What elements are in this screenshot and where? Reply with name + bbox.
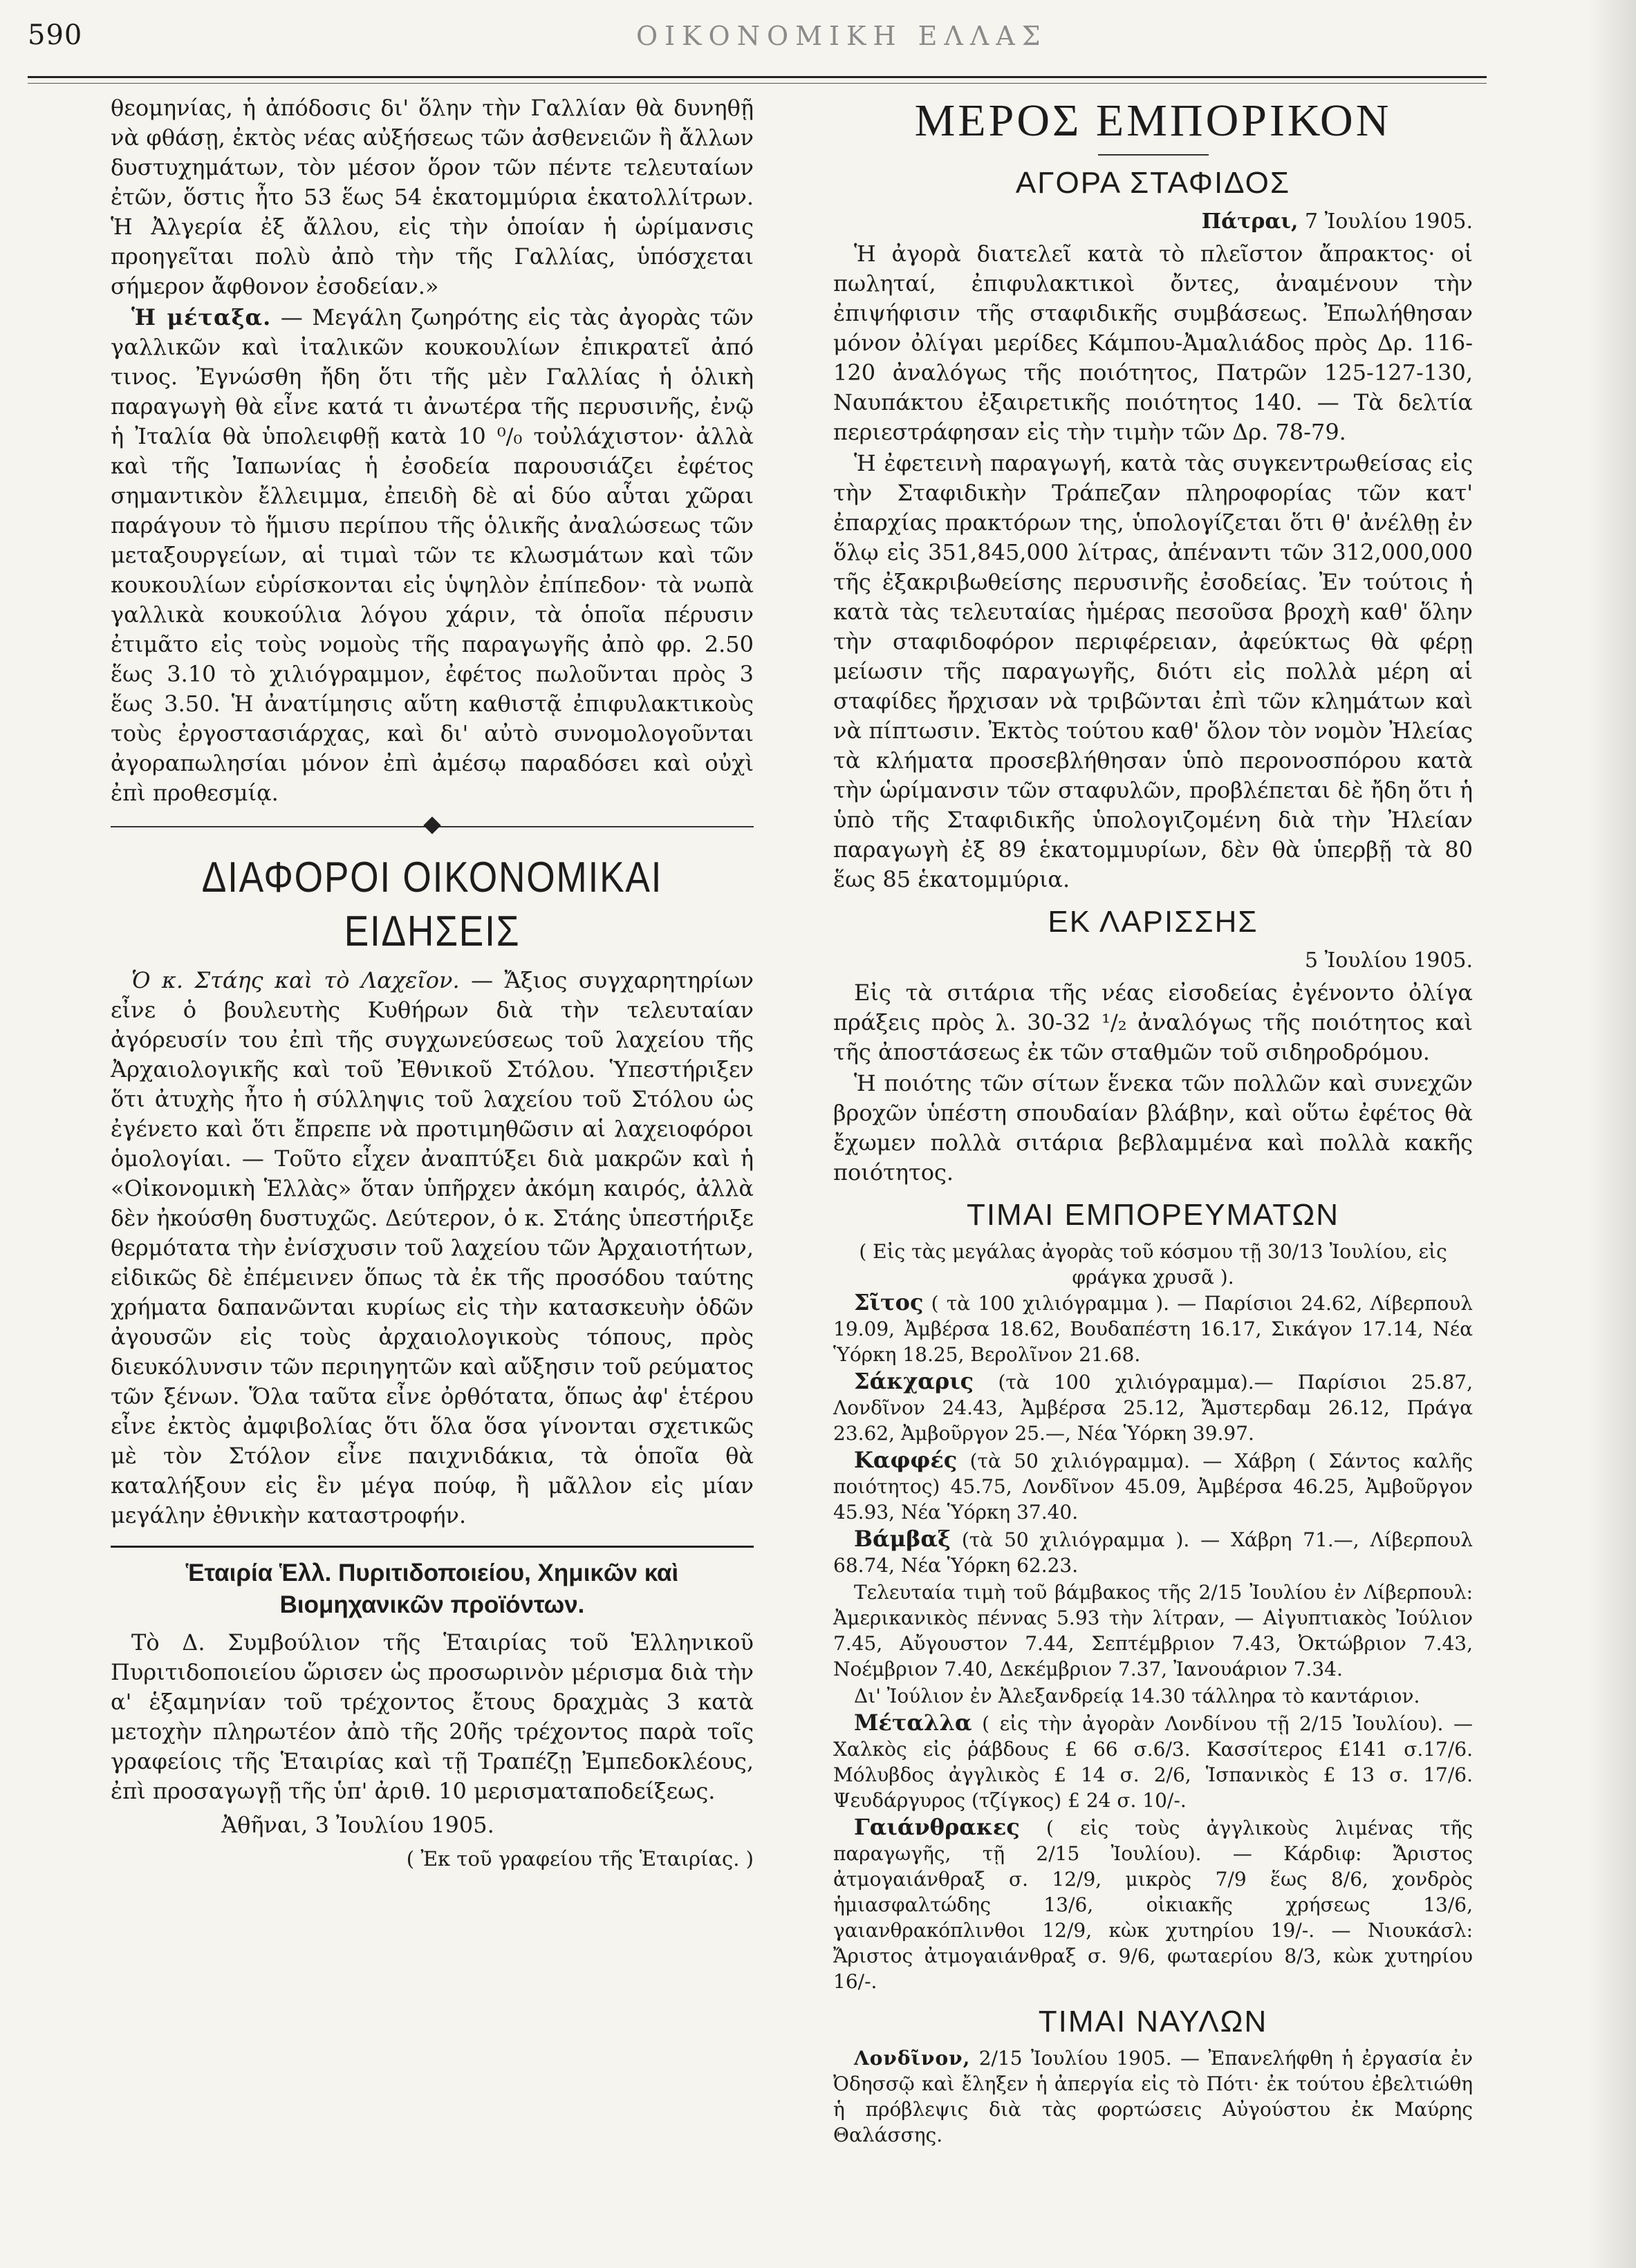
diamond-ornament-icon	[423, 816, 440, 834]
continued-paragraph: θεομηνίας, ἡ ἀπόδοσις δι' ὅλην τὴν Γαλλίαν θὰ δυνηθῇ νὰ φθάσῃ, ἐκτὸς νέας αὐξήσεως τῶν ἀσθενειῶν ἢ ἄλλων δυστυχημάτων, τὸν μέσον ὅρον τῶν πέντε τελευταίων ἐτῶν, ὅστις ἦτο 53 ἕως 54 ἑκατομμύρια ἑκατολλίτρων. Ἡ Ἀλγερία ἐξ ἄλλου, εἰς τὴν ὁποίαν ἡ ὡρίμανσις προηγεῖται πολὺ ἀπὸ τὴν τῆς Γαλλίας, ὑπόσχεται σήμερον ἄφθονον ἐσοδείαν.»	[111, 95, 754, 299]
price-label: Μέταλλα	[854, 1709, 972, 1736]
company-notice	[111, 1546, 754, 1874]
dateline-date: 7 Ἰουλίου 1905.	[1298, 209, 1473, 234]
price-item-cotton-liverpool	[833, 1580, 1473, 1682]
silk-lead: Ἡ μέταξα.	[131, 304, 272, 330]
dateline-place: Πάτραι,	[1201, 209, 1299, 234]
price-item-sugar	[833, 1369, 1473, 1446]
price-text: (τὰ 100 χιλιόγραμμα).— Παρίσιοι 25.87, Λονδῖνον 24.43, Ἀμβέρσα 25.12, Ἄμστερδαμ 26.12, Πράγα 23.62, Ἀμβοῦργον 25.—, Νέα Ὑόρκη 39.97.	[833, 1371, 1473, 1445]
price-label: Γαιάνθρακες	[854, 1814, 1020, 1840]
commodity-prices-subtitle: ( Εἰς τὰς μεγάλας ἀγορὰς τοῦ κόσμου τῇ 30/13 Ἰουλίου, εἰς φράγκα χρυσᾶ ).	[859, 1240, 1447, 1288]
larissa-paragraph-2: Ἡ ποιότης τῶν σίτων ἕνεκα τῶν πολλῶν καὶ συνεχῶν βροχῶν ὑπέστη σπουδαίαν βλάβην, καὶ οὕτω ἐφέτος θὰ ἔχωμεν πολλὰ σιτάρια βεβλαμμένα καὶ πολλὰ κακῆς ποιότητος.	[833, 1070, 1473, 1185]
silk-paragraph	[111, 303, 754, 808]
larissa-title: ΕΚ ΛΑΡΙΣΣΗΣ	[1048, 905, 1258, 939]
currant-market-dateline	[833, 207, 1473, 236]
stais-lead: Ὁ κ. Στάης καὶ τὸ Λαχεῖον.	[131, 967, 460, 993]
stais-paragraph	[111, 966, 754, 1530]
price-item-coal	[833, 1815, 1473, 1994]
currant-paragraph-1: Ἡ ἀγορὰ διατελεῖ κατὰ τὸ πλεῖστον ἄπρακτος· οἱ πωληταί, ἐπιφυλακτικοὶ ὄντες, ἀναμένουν τὴν ἐπιψήφισιν τῆς σταφιδικῆς συμβάσεως. Ἐπωλήθησαν μόνον ὀλίγαι μερίδες Κάμπου-Ἀμαλιάδος πρὸς Δρ. 116-120 ἀναλόγως τῆς ποιότητος, Πατρῶν 125-127-130, Ναυπάκτου ἐξαιρετικῆς ποιότητος 140. — Τὰ δελτία περιεστράφησαν εἰς τὴν τιμὴν τῶν Δρ. 78-79.	[833, 241, 1473, 445]
page-number: 590	[28, 19, 83, 51]
price-label: Σάκχαρις	[854, 1368, 974, 1394]
section-title-various-news: ΔΙΑΦΟΡΟΙ ΟΙΚΟΝΟΜΙΚΑΙ ΕΙΔΗΣΕΙΣ	[201, 854, 663, 955]
currant-market-title: ΑΓΟΡΑ ΣΤΑΦΙΔΟΣ	[1015, 166, 1291, 200]
page-header	[28, 12, 1618, 88]
price-text: (τὰ 50 χιλιόγραμμα). — Χάβρη ( Σάντος καλῆς ποιότητος) 45.75, Λονδῖνον 45.09, Ἀμβέρσα 46.25, Ἀμβοῦργον 45.93, Νέα Ὑόρκη 37.40.	[833, 1450, 1473, 1524]
left-column	[111, 93, 754, 2250]
price-label: Σῖτος	[854, 1289, 924, 1315]
price-item-metals	[833, 1710, 1473, 1813]
price-text: Τελευταία τιμὴ τοῦ βάμβακος τῆς 2/15 Ἰουλίου ἐν Λίβερπουλ: Ἀμερικανικὸς πέννας 5.93 τὴν λίτραν, — Αἰγυπτιακὸς Ἰούλιον 7.45, Αὔγουστον 7.44, Σεπτέμβριον 7.43, Ὀκτώβριον 7.43, Νοέμβριον 7.40, Δεκέμβριον 7.37, Ἰανουάριον 7.34.	[833, 1581, 1473, 1680]
company-notice-text: Τὸ Δ. Συμβούλιον τῆς Ἑταιρίας τοῦ Ἑλληνικοῦ Πυριτιδοποιείου ὥρισεν ὡς προσωρινὸν μέρισμα διὰ τὴν α' ἑξαμηνίαν τοῦ τρέχοντος ἔτους δραχμὰς 3 κατὰ μετοχὴν πληρωτέον ἀπὸ τῆς 20ῆς τρέχοντος παρὰ τοῖς γραφείοις τῆς Ἑταιρίας καὶ τῇ Τραπέζῃ Ἐμπεδοκλέους, ἐπὶ προσαγωγῇ τῆς ὑπ' ἀριθ. 10 μερισματαποδείξεως.	[111, 1629, 754, 1804]
header-rule-thin	[28, 83, 1487, 84]
header-rule	[28, 76, 1487, 78]
currant-paragraph-2: Ἡ ἐφετεινὴ παραγωγή, κατὰ τὰς συγκεντρωθείσας εἰς τὴν Σταφιδικὴν Τράπεζαν πληροφορίας τῶν κατ' ἐπαρχίας πρακτόρων της, ὑπολογίζεται ὅτι θ' ἀνέλθῃ ἐν ὅλῳ εἰς 351,845,000 λίτρας, ἀπέναντι τῶν 312,000,000 τῆς ἐξακριβωθείσης περυσινῆς ἐσοδείας. Ἐν τούτοις ἡ κατὰ τὰς τελευταίας ἡμέρας πεσοῦσα βροχὴ καθ' ὅλην τὴν σταφιδοφόρον περιφέρειαν, ἀφεύκτως θὰ φέρῃ μείωσιν τῆς παραγωγῆς, διότι εἰς πολλὰ μέρη αἱ σταφίδες ἤρχισαν νὰ τριβῶνται ἐπὶ τῶν κλημάτων καὶ νὰ πίπτωσιν. Ἐκτὸς τούτου καθ' ὅλον τὸν νομὸν Ἠλείας τὰ κλήματα προσεβλήθησαν ὑπὸ περονοσπόρου κατὰ τὴν ὡρίμανσιν τῶν σταφυλῶν, προβλέπεται δὲ ἤδη ὅτι ἡ ὑπὸ τῆς Σταφιδικῆς ὑπολογιζομένη διὰ τὴν Ἠλείαν παραγωγὴ ἐξ 89 ἑκατομμυρίων, δὲν θὰ ὑπερβῇ τὰ 80 ἕως 85 ἑκατομμύρια.	[833, 450, 1473, 892]
freight-rates-title: ΤΙΜΑΙ ΝΑΥΛΩΝ	[1038, 2005, 1268, 2039]
larissa-paragraph-1: Εἰς τὰ σιτάρια τῆς νέας εἰσοδείας ἐγένοντο ὀλίγα πράξεις πρὸς λ. 30-32 ¹/₂ ἀναλόγως τῆς ποιότητος καὶ τῆς ἀποστάσεως ἐκ τῶν σταθμῶν τοῦ σιδηροδρόμου.	[833, 980, 1473, 1065]
company-notice-source: ( Ἐκ τοῦ γραφείου τῆς Ἑταιρίας. )	[406, 1847, 754, 1871]
price-text: (τὰ 50 χιλιόγραμμα ). — Χάβρη 71.—, Λίβερπουλ 68.74, Νέα Ὑόρκη 62.23.	[833, 1528, 1473, 1577]
price-text: ( τὰ 100 χιλιόγραμμα ). — Παρίσιοι 24.62, Λίβερπουλ 19.09, Ἀμβέρσα 18.62, Βουδαπέστη 16.17, Σικάγον 17.14, Νέα Ὑόρκη 18.25, Βερολῖνον 21.68.	[833, 1292, 1473, 1366]
price-label: Βάμβαξ	[854, 1526, 951, 1552]
price-text: Δι' Ἰούλιον ἐν Ἀλεξανδρείᾳ 14.30 τάλληρα τὸ καντάριον.	[854, 1685, 1420, 1707]
company-notice-title: Ἑταιρία Ἑλλ. Πυριτιδοποιείου, Χημικῶν καὶ Βιομηχανικῶν προϊόντων.	[185, 1559, 679, 1618]
section-divider	[111, 814, 754, 841]
price-text: ( εἰς τοὺς ἀγγλικοὺς λιμένας τῆς παραγωγῆς, τῇ 2/15 Ἰουλίου). — Κάρδιφ: Ἄριστος ἀτμογαιάνθραξ σ. 12/9, μικρὸς 7/9 ἕως 8/6, χονδρὸς ἡμιασφαλτώδης 13/6, οἰκιακῆς χρήσεως 13/6, γαιανθρακόπλινθοι 12/9, κὼκ χυτηρίου 19/-. — Νιουκάσλ: Ἄριστος ἀτμογαιάνθραξ σ. 9/6, φωταερίου 8/3, κὼκ χυτηρίου 16/-.	[833, 1817, 1473, 1993]
title-rule	[1098, 154, 1209, 156]
commodity-prices-title: ΤΙΜΑΙ ΕΜΠΟΡΕΥΜΑΤΩΝ	[966, 1198, 1340, 1232]
price-item-coffee	[833, 1447, 1473, 1525]
right-column	[833, 93, 1473, 2250]
page-gutter-shadow	[1588, 0, 1636, 2268]
price-item-cotton-alexandria	[833, 1683, 1473, 1709]
freight-text: 2/15 Ἰουλίου 1905. — Ἐπανελήφθη ἡ ἐργασία ἐν Ὀδησσῷ καὶ ἔληξεν ἡ ἀπεργία εἰς τὸ Πότι· ἐκ τούτου ἐβελτιώθη ἡ πρόβλεψις διὰ τὰς φορτώσεις Αὐγούστου ἐκ Μαύρης Θαλάσσης.	[833, 2047, 1473, 2146]
silk-text: — Μεγάλη ζωηρότης εἰς τὰς ἀγορὰς τῶν γαλλικῶν καὶ ἰταλικῶν κουκουλίων ἐπικρατεῖ ἀπό τινος. Ἐγνώσθη ἤδη ὅτι τῆς μὲν Γαλλίας ἡ ὁλικὴ παραγωγὴ θὰ εἶνε κατά τι ἀνωτέρα τῆς περυσινῆς, ἐνῷ ἡ Ἰταλία θὰ ὑπολειφθῇ κατὰ 10 ⁰/₀ τοὐλάχιστον· ἀλλὰ καὶ τῆς Ἰαπωνίας ἡ ἐσοδεία παρουσιάζει ἐφέτος σημαντικὸν ἔλλειμμα, ἐπειδὴ δὲ αἱ δύο αὗται χῶραι παράγουν τὸ ἥμισυ περίπου τῆς ὁλικῆς ἀναλώσεως τῶν μεταξουργείων, αἱ τιμαὶ τῶν τε κλωσμάτων καὶ τῶν κουκουλίων εὑρίσκονται εἰς ὑψηλὸν ἐπίπεδον· τὰ νωπὰ γαλλικὰ κουκούλια λόγου χάριν, τὰ ὁποῖα πέρυσιν ἐτιμᾶτο εἰς τοὺς νομοὺς τῆς παραγωγῆς ἀπὸ φρ. 2.50 ἕως 3.10 τὸ χιλιόγραμμον, ἐφέτος πωλοῦνται πρὸς 3 ἕως 3.50. Ἡ ἀνατίμησις αὕτη καθιστᾷ ἐπιφυλακτικοὺς τοὺς ἐργοστασιάρχας, καὶ δι' αὐτὸ συνομολογοῦνται ἀγοραπωλησίαι μόνον ἐπὶ ἀμέσῳ παραδόσει καὶ οὐχὶ ἐπὶ προθεσμίᾳ.	[111, 304, 754, 806]
price-list	[833, 1290, 1473, 1994]
freight-lead: Λονδῖνον,	[854, 2047, 971, 2070]
price-item-cotton	[833, 1526, 1473, 1578]
freight-paragraph	[833, 2045, 1473, 2148]
price-label: Καφφές	[854, 1447, 958, 1473]
commercial-section-title: ΜΕΡΟΣ ΕΜΠΟΡΙΚΟΝ	[914, 95, 1392, 146]
company-notice-date: Ἀθῆναι, 3 Ἰουλίου 1905.	[221, 1812, 494, 1838]
price-text: ( εἰς τὴν ἀγορὰν Λονδίνου τῇ 2/15 Ἰουλίου). — Χαλκὸς εἰς ῥάβδους £ 66 σ.6/3. Κασσίτερος £141 σ.17/6. Μόλυβδος ἀγγλικὸς £ 14 σ. 2/6, Ἱσπανικὸς £ 13 σ. 17/6. Ψευδάργυρος (τζίγκος) £ 24 σ. 10/-.	[833, 1712, 1473, 1812]
stais-text: — Ἄξιος συγχαρητηρίων εἶνε ὁ βουλευτὴς Κυθήρων διὰ τὴν τελευταίαν ἀγόρευσίν του ἐπὶ τῆς συγχωνεύσεως τοῦ λαχείου τῆς Ἀρχαιολογικῆς καὶ τοῦ Ἐθνικοῦ Στόλου. Ὑπεστήριξεν ὅτι ἀτυχὴς ἦτο ἡ σύλληψις τοῦ λαχείου τοῦ Στόλου ὡς ἐγένετο καὶ ὅτι ἔπρεπε νὰ προτιμηθῶσιν αἱ λαχειοφόροι ὁμολογίαι. — Τοῦτο εἶχεν ἀναπτύξει διὰ μακρῶν καὶ ἡ «Οἰκονομικὴ Ἑλλὰς» ὅταν ὑπῆρχεν ἀκόμη καιρός, ἀλλὰ δὲν ἠκούσθη δυστυχῶς. Δεύτερον, ὁ κ. Στάης ὑπεστήριξε θερμότατα τὴν ἐνίσχυσιν τοῦ λαχείου τῶν Ἀρχαιοτήτων, εἰδικῶς δὲ ἐπέμεινεν ὅπως τὰ ἐκ τῆς προσόδου ταύτης χρήματα δαπανῶνται κυρίως εἰς τὴν κατασκευὴν ὁδῶν ἀγουσῶν εἰς τοὺς ἀρχαιολογικοὺς τόπους, πρὸς διευκόλυνσιν τῶν περιηγητῶν καὶ αὔξησιν τοῦ ρεύματος τῶν ξένων. Ὅλα ταῦτα εἶνε ὀρθότατα, ὅπως ἀφ' ἑτέρου εἶνε ἐκτὸς ἀμφιβολίας ὅτι ὅλα ὅσα γίνονται σχετικῶς μὲ τὸν Στόλον εἶνε παιχνιδάκια, τὰ ὁποῖα θὰ καταλήξουν εἰς ἓν μέγα πούφ, ἢ μᾶλλον εἰς μίαν μεγάλην ἐθνικὴν καταστροφήν.	[111, 967, 754, 1528]
larissa-dateline: 5 Ἰουλίου 1905.	[1304, 948, 1473, 973]
price-item-wheat	[833, 1290, 1473, 1367]
running-head: ΟΙΚΟΝΟΜΙΚΗ ΕΛΛΑΣ	[636, 21, 1048, 51]
